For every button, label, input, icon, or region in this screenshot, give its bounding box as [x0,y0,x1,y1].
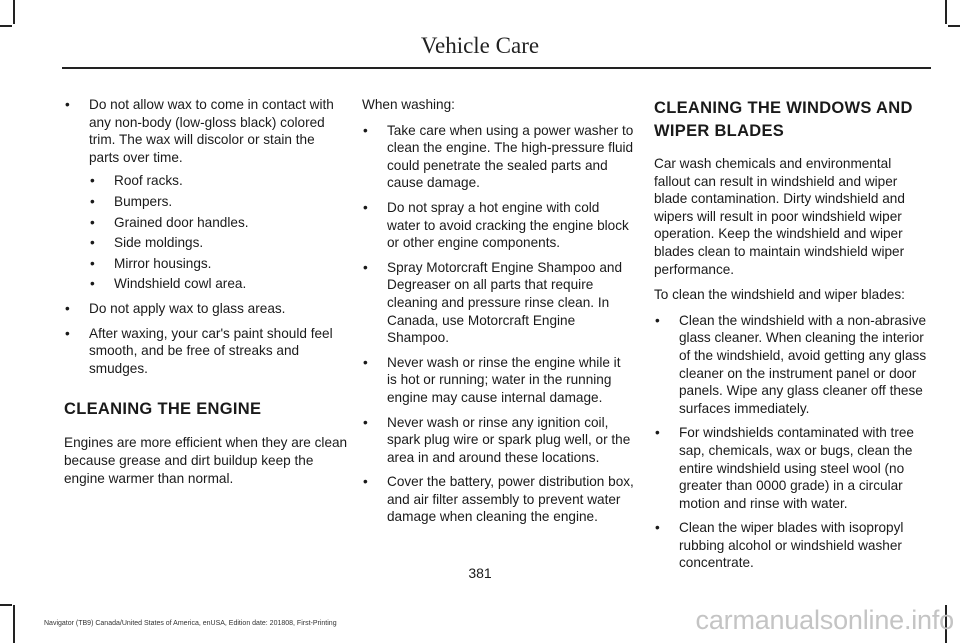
list-item [64,300,348,318]
section-heading-wipers: WIPER BLADES [654,122,785,140]
windows-intro: To clean the windshield and wiper blades: [654,287,905,303]
bullet: • [363,122,368,138]
engine-paragraph: Engines are more efficient when they are clean because grease and dirt buildup keep the engine warmer than normal. [64,435,348,486]
sublist-item-text: Bumpers. [114,193,173,209]
list-item [64,96,348,293]
wax-list [64,96,348,377]
crop-mark [13,0,15,24]
list-item-text: Do not allow wax to come in contact with any non-body (low-gloss black) colored trim. The wax will discolor or stain the parts over time. [89,97,334,165]
bullet: • [65,300,70,316]
sublist-item-text: Grained door handles. [114,214,249,230]
section-heading-windows: CLEANING THE WINDOWS AND [654,99,913,117]
wax-sublist [89,172,348,293]
crop-mark [0,604,12,606]
list-item-text: Spray Motorcraft Engine Shampoo and Degreaser on all parts that require cleaning and pressure rinse clean. In Canada, use Motorcraft Engine Shampoo. [387,259,623,346]
footer-edition-text: Navigator (TB9) Canada/United States of America, enUSA, Edition date: 201808, First-Printing [44,620,337,627]
washing-intro: When washing: [362,97,455,112]
list-item [654,312,928,418]
sublist-item [89,214,348,232]
list-item-text: Clean the wiper blades with isopropyl rubbing alcohol or windshield washer concentrate. [679,520,904,571]
bullet: • [363,354,368,370]
header-divider [62,67,931,69]
sublist-item-text: Roof racks. [114,173,183,189]
list-item-text: For windshields contaminated with tree sap, chemicals, wax or bugs, clean the entire windshield using steel wool (no greater than 0000 grade) in a circular motion and rinse with water. [679,425,914,511]
bullet: • [363,474,368,490]
bullet: • [655,312,660,328]
crop-mark [945,0,947,24]
sublist-item [89,234,348,252]
crop-mark [0,25,12,27]
sublist-item [89,255,348,273]
list-item [362,199,634,252]
bullet: • [90,255,95,271]
list-item [362,122,634,192]
bullet: • [65,97,70,112]
crop-mark [13,605,15,643]
page-header-title: Vehicle Care [420,33,540,58]
bullet: • [363,259,368,275]
bullet: • [90,235,95,251]
column-left [64,96,348,495]
bullet: • [90,173,95,189]
bullet: • [90,214,95,230]
sublist-item [89,275,348,293]
bullet: • [90,193,95,209]
list-item-text: Do not spray a hot engine with cold water to avoid cracking the engine block or other engine components. [387,199,629,251]
bullet: • [363,414,368,430]
windows-paragraph: Car wash chemicals and environmental fallout can result in windshield and wiper blade contamination. Dirty windshield and wipers will result in poor windshield wiper operation. Keep the windshield and wiper blades clean to maintain windshield wiper performance. [654,156,905,277]
section-heading-engine: CLEANING THE ENGINE [64,400,262,419]
list-item [362,259,634,347]
list-item-text: Do not apply wax to glass areas. [89,300,286,316]
column-right [654,96,928,579]
list-item-text: Clean the windshield with a non-abrasive glass cleaner. When cleaning the interior of the windshield, avoid getting any glass cleaner on the instrument panel or door panels. Wipe any glass cleaner off these surfaces immediately. [679,312,927,416]
list-item [362,354,634,407]
list-item [654,424,928,512]
list-item-text: Cover the battery, power distribution box, and air filter assembly to prevent water damage when cleaning the engine. [387,474,634,525]
bullet: • [90,276,95,292]
bullet: • [655,520,660,536]
sublist-item-text: Windshield cowl area. [114,276,247,292]
list-item-text: Take care when using a power washer to clean the engine. The high-pressure fluid could penetrate the sealed parts and cause damage. [387,122,634,191]
sublist-item-text: Mirror housings. [114,255,212,271]
column-middle [362,96,634,533]
windows-list [654,312,928,572]
list-item-text: Never wash or rinse the engine while it is hot or running; water in the running engine may cause internal damage. [387,354,621,405]
sublist-item [89,172,348,190]
sublist-item [89,193,348,211]
watermark: carmanualsonline.info [695,605,954,635]
list-item [64,325,348,378]
page-number: 381 [468,565,492,581]
list-item [362,414,634,467]
sublist-item-text: Side moldings. [114,235,204,251]
bullet: • [363,199,368,215]
list-item-text: After waxing, your car's paint should feel smooth, and be free of streaks and smudges. [89,325,333,376]
bullet: • [655,425,660,441]
bullet: • [65,325,70,341]
crop-mark [948,25,960,27]
list-item-text: Never wash or rinse any ignition coil, spark plug wire or spark plug well, or the area in and around these locations. [387,414,631,465]
list-item [362,473,634,526]
washing-list [362,122,634,526]
